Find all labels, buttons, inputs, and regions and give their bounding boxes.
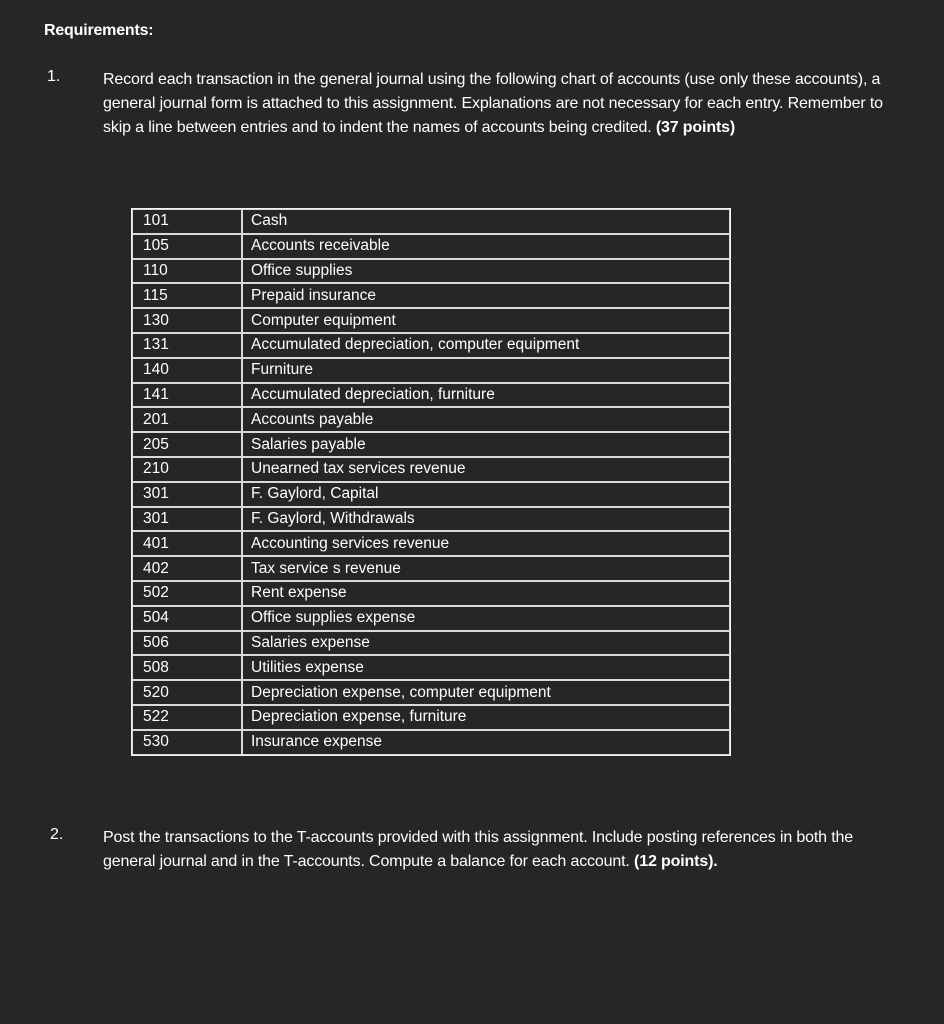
account-name: Depreciation expense, furniture (242, 705, 730, 730)
account-row (132, 680, 730, 705)
account-name: Tax service s revenue (242, 556, 730, 581)
account-number: 115 (132, 283, 242, 308)
chart-of-accounts-body (132, 209, 730, 755)
account-name: Accounts payable (242, 407, 730, 432)
account-number: 130 (132, 308, 242, 333)
account-number: 401 (132, 531, 242, 556)
requirement-1-text (103, 68, 903, 140)
chart-of-accounts-table (131, 208, 731, 756)
account-number: 101 (132, 209, 242, 234)
account-number: 530 (132, 730, 242, 755)
account-number: 110 (132, 259, 242, 284)
account-number: 402 (132, 556, 242, 581)
requirement-1-points: (37 points) (655, 119, 736, 136)
account-number: 522 (132, 705, 242, 730)
account-name: Prepaid insurance (242, 283, 730, 308)
requirement-1-body: Record each transaction in the general journal using the following chart of accounts (use only these accounts), a general journal form is attached to this assignment. Explanations are not necessary for each entry. Remember to skip a line between entries and to indent the names of accounts being credited. (103, 71, 883, 136)
account-row (132, 631, 730, 656)
requirement-2-text (103, 826, 903, 874)
account-number: 504 (132, 606, 242, 631)
account-number: 205 (132, 432, 242, 457)
account-row (132, 283, 730, 308)
account-row (132, 730, 730, 755)
page-heading: Requirements: (44, 22, 154, 39)
account-name: F. Gaylord, Withdrawals (242, 507, 730, 532)
account-name: Accumulated depreciation, furniture (242, 383, 730, 408)
account-name: Utilities expense (242, 655, 730, 680)
requirement-2-number: 2. (50, 826, 64, 843)
account-row (132, 507, 730, 532)
account-row (132, 457, 730, 482)
account-name: Depreciation expense, computer equipment (242, 680, 730, 705)
account-row (132, 209, 730, 234)
account-number: 141 (132, 383, 242, 408)
account-name: Salaries payable (242, 432, 730, 457)
account-row (132, 432, 730, 457)
account-name: Salaries expense (242, 631, 730, 656)
account-number: 210 (132, 457, 242, 482)
account-number: 508 (132, 655, 242, 680)
account-name: F. Gaylord, Capital (242, 482, 730, 507)
account-name: Unearned tax services revenue (242, 457, 730, 482)
requirement-2-body: Post the transactions to the T-accounts provided with this assignment. Include posting references in both the general journal and in the T-accounts. Compute a balance for each account. (103, 829, 854, 870)
account-number: 301 (132, 507, 242, 532)
account-row (132, 259, 730, 284)
account-row (132, 531, 730, 556)
account-row (132, 482, 730, 507)
requirement-1-number: 1. (47, 68, 61, 85)
account-row (132, 581, 730, 606)
account-name: Accumulated depreciation, computer equipment (242, 333, 730, 358)
account-number: 140 (132, 358, 242, 383)
account-row (132, 308, 730, 333)
account-row (132, 333, 730, 358)
account-row (132, 606, 730, 631)
account-name: Accounting services revenue (242, 531, 730, 556)
account-row (132, 556, 730, 581)
account-name: Furniture (242, 358, 730, 383)
requirement-2-points: (12 points). (634, 853, 718, 870)
account-number: 520 (132, 680, 242, 705)
account-row (132, 655, 730, 680)
account-name: Computer equipment (242, 308, 730, 333)
account-number: 105 (132, 234, 242, 259)
account-number: 131 (132, 333, 242, 358)
account-row (132, 234, 730, 259)
account-number: 301 (132, 482, 242, 507)
account-row (132, 705, 730, 730)
account-name: Rent expense (242, 581, 730, 606)
account-name: Accounts receivable (242, 234, 730, 259)
account-name: Cash (242, 209, 730, 234)
account-number: 502 (132, 581, 242, 606)
account-number: 506 (132, 631, 242, 656)
account-number: 201 (132, 407, 242, 432)
account-row (132, 358, 730, 383)
account-row (132, 383, 730, 408)
account-name: Insurance expense (242, 730, 730, 755)
account-name: Office supplies expense (242, 606, 730, 631)
account-name: Office supplies (242, 259, 730, 284)
account-row (132, 407, 730, 432)
